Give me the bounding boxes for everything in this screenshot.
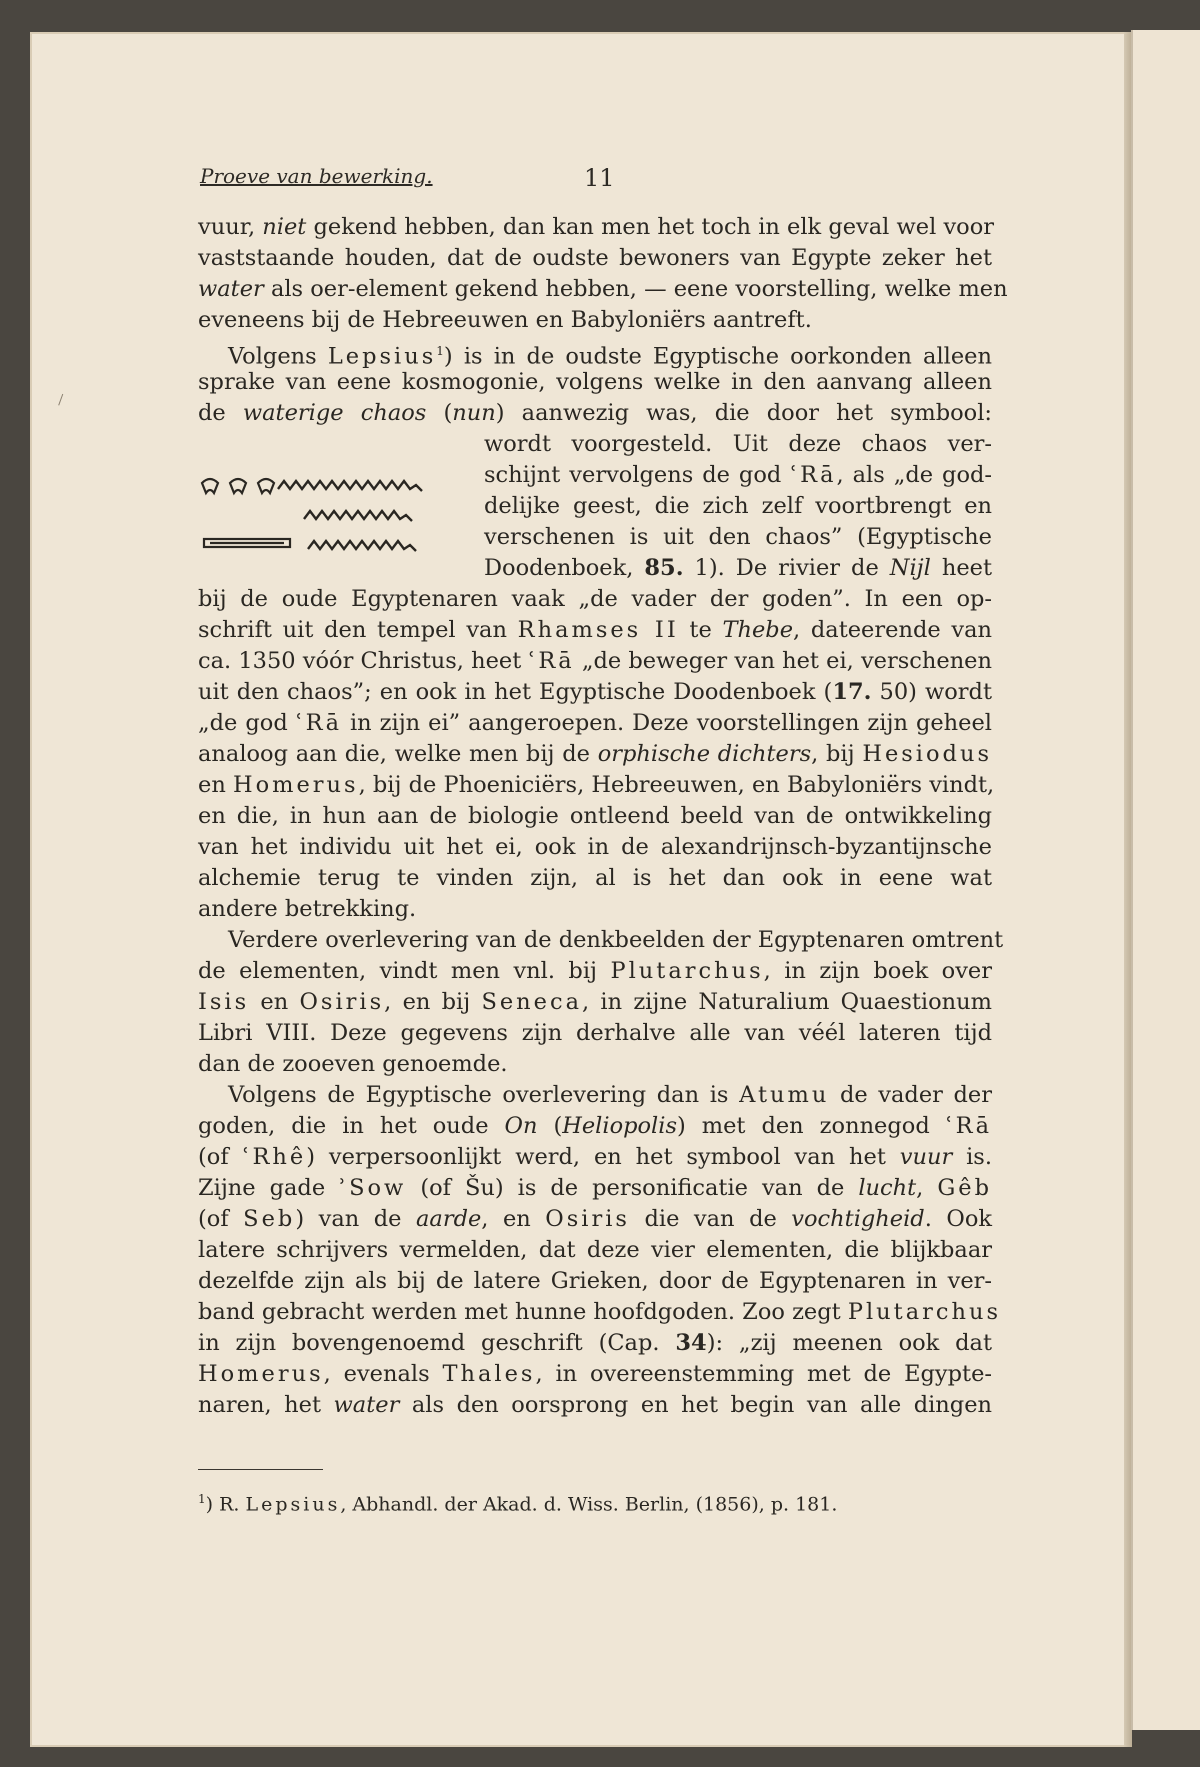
running-head	[200, 164, 1000, 194]
italic-term: Heliopolis	[562, 1113, 677, 1139]
water-pots-icon	[202, 479, 274, 493]
text-line	[198, 677, 992, 708]
text-line	[198, 987, 992, 1018]
text-line	[198, 1142, 992, 1173]
text-run: analoog aan die, welke men bij de	[198, 741, 598, 767]
text-line	[198, 1235, 992, 1266]
text-run: band gebracht werden met hunne hoofdgoden. Zoo zegt	[198, 1299, 848, 1325]
text-run: , evenals	[323, 1361, 443, 1387]
text-run: 50) wordt	[871, 679, 993, 705]
text-run: (of	[198, 1144, 243, 1170]
text-run: schrift uit den tempel van	[198, 617, 518, 643]
text-run: en die, in hun aan de biologie ontleend beeld van de ontwikkeling	[198, 803, 992, 829]
italic-term: vochtigheid	[791, 1206, 925, 1232]
text-run: de elementen, vindt men vnl. bij	[198, 958, 611, 984]
text-line	[198, 863, 992, 894]
text-run: eveneens bij de Hebreeuwen en Babyloniërs aantreft.	[198, 307, 812, 333]
text-run: , in zijne Naturalium Quaestionum	[582, 989, 992, 1015]
text-run: latere schrijvers vermelden, dat deze vier elementen, die blijkbaar	[198, 1237, 992, 1263]
text-line	[198, 925, 1004, 956]
text-run: Zijne gade	[198, 1175, 340, 1201]
spaced-name: Osiris	[545, 1206, 630, 1232]
text-line	[198, 1390, 992, 1421]
spaced-name: Homerus	[232, 772, 359, 798]
text-run: goden, die in het oude	[198, 1113, 505, 1139]
spaced-name: ʿRā	[528, 648, 575, 674]
text-line	[198, 615, 992, 646]
text-line	[198, 1111, 992, 1142]
spaced-name: Gêb	[937, 1175, 993, 1201]
text-run: in zijn ei” aangeroepen. Deze voorstellingen zijn geheel	[341, 710, 992, 736]
text-line	[198, 894, 992, 925]
text-run: (	[426, 400, 453, 426]
text-run: (	[537, 1113, 563, 1139]
spaced-name: Plutarchus	[610, 958, 764, 984]
text-run: ,	[916, 1175, 938, 1201]
text-line	[198, 336, 992, 370]
text-line	[198, 1266, 992, 1297]
spaced-name: Plutarchus	[847, 1299, 1002, 1325]
text-run: schijnt vervolgens de god	[484, 462, 791, 488]
text-run: Volgens de Egyptische overlevering dan is	[228, 1082, 740, 1108]
text-run: Verdere overlevering van de denkbeelden der Egyptenaren omtrent	[228, 927, 1004, 953]
footnote-text-post: , Abhandl. der Akad. d. Wiss. Berlin, (1856), p. 181.	[340, 1493, 838, 1516]
text-run: uit den chaos”; en ook in het Egyptische Doodenboek (	[198, 679, 833, 705]
text-line	[198, 739, 992, 770]
text-line	[484, 460, 992, 491]
text-line	[198, 832, 992, 863]
text-line	[484, 491, 992, 522]
text-run: vuur,	[198, 214, 263, 240]
text-run: delijke geest, die zich zelf voortbrengt en	[484, 493, 992, 519]
spaced-name: Seneca	[481, 989, 582, 1015]
spaced-name: Atumu	[739, 1082, 830, 1108]
text-run: , en bij	[384, 989, 482, 1015]
text-run: naren, het	[198, 1392, 334, 1418]
text-line	[198, 274, 1008, 305]
spaced-name: ʿRhê	[242, 1144, 307, 1170]
text-run: is.	[952, 1144, 993, 1170]
text-line	[198, 1049, 992, 1080]
text-line	[198, 1173, 992, 1204]
italic-term: waterige chaos	[242, 400, 427, 426]
text-run: ) verpersoonlijkt werd, en het symbool van het	[306, 1144, 900, 1170]
text-run: , dateerende van	[793, 617, 992, 643]
text-line	[198, 1359, 992, 1390]
italic-term: niet	[262, 214, 307, 240]
running-title: Proeve van bewerking.	[200, 164, 433, 188]
text-run: , bij de Phoeniciërs, Hebreeuwen, en Babyloniërs vindt,	[358, 772, 995, 798]
reference-number: 17.	[832, 679, 872, 705]
text-run: verschenen is uit den chaos” (Egyptische	[484, 524, 992, 550]
text-run: ) met den zonnegod	[677, 1113, 946, 1139]
spaced-name: Rhamses II	[517, 617, 679, 643]
text-run: „de beweger van het ei, verschenen	[574, 648, 992, 674]
text-run: ) aanwezig was, die door het symbool:	[495, 400, 993, 426]
text-run: de	[198, 400, 243, 426]
spaced-name: Lepsius	[327, 343, 437, 370]
text-run: (of Šu) is de personificatie van de	[406, 1175, 859, 1201]
spaced-name: Seb	[243, 1206, 296, 1232]
text-run: , in zijn boek over	[763, 958, 992, 984]
text-run: , bij	[811, 741, 863, 767]
text-line	[198, 243, 992, 274]
text-run: ) is in de oudste Egyptische oorkonden alleen	[443, 343, 992, 370]
text-line	[198, 1204, 992, 1235]
water-ripple-icon	[278, 481, 422, 551]
text-line	[198, 398, 992, 429]
footnote-ref: 1	[436, 344, 444, 358]
text-line	[198, 801, 992, 832]
text-run: (of	[198, 1206, 244, 1232]
text-run: wordt voorgesteld. Uit deze chaos ver-	[484, 431, 992, 457]
footnote-text-pre: ) R.	[205, 1493, 246, 1516]
text-run: gekend hebben, dan kan men het toch in elk geval wel voor	[306, 214, 995, 240]
italic-term: aarde	[415, 1206, 482, 1232]
text-run: Doodenboek,	[484, 555, 645, 581]
text-run: , en	[481, 1206, 546, 1232]
spaced-name: Homerus	[198, 1361, 324, 1387]
text-run: ) van de	[295, 1206, 416, 1232]
text-run: dezelfde zijn als bij de latere Grieken, door de Egyptenaren in ver-	[198, 1268, 992, 1294]
italic-term: water	[333, 1392, 400, 1418]
text-run: ): „zij meenen ook dat	[706, 1330, 993, 1356]
footnote	[198, 1492, 992, 1515]
reference-number: 85.	[644, 555, 684, 581]
text-run: heet	[930, 555, 992, 581]
text-line	[198, 770, 995, 801]
text-line	[198, 212, 995, 243]
italic-term: lucht	[858, 1175, 917, 1201]
text-line	[198, 1297, 1002, 1328]
spaced-name: ʿRā	[790, 462, 837, 488]
text-line	[484, 429, 992, 460]
text-line	[198, 1080, 992, 1111]
nun-hieroglyph-figure	[200, 475, 440, 575]
text-run: sprake van eene kosmogonie, volgens welke in den aanvang alleen	[198, 369, 992, 395]
text-run: , in overeenstemming met de Egypte-	[535, 1361, 993, 1387]
text-run: vaststaande houden, dat de oudste bewoners van Egypte zeker het	[198, 245, 992, 271]
text-run: en	[249, 989, 300, 1015]
spaced-name: Thales	[442, 1361, 536, 1387]
italic-term: vuur	[899, 1144, 953, 1170]
reference-number: 34	[675, 1330, 707, 1356]
spaced-name: ʿRā	[945, 1113, 992, 1139]
text-line	[198, 1328, 992, 1359]
spaced-name: Hesiodus	[862, 741, 992, 767]
text-run: ca. 1350 vóór Christus, heet	[198, 648, 529, 674]
text-run: „de god	[198, 710, 296, 736]
footnote-rule	[198, 1469, 323, 1470]
footnote-author: Lepsius	[245, 1493, 341, 1516]
text-run: , als „de god-	[836, 462, 992, 488]
text-run: . Ook	[924, 1206, 992, 1232]
text-run: die van de	[629, 1206, 792, 1232]
text-line	[198, 708, 992, 739]
text-run: bij de oude Egyptenaren vaak „de vader der goden”. In een op-	[198, 586, 992, 612]
italic-term: water	[198, 276, 264, 302]
spaced-name: ʿRā	[295, 710, 342, 736]
text-line	[484, 553, 992, 584]
page-number: 11	[584, 164, 615, 192]
facing-page-edge	[1131, 30, 1200, 1730]
spaced-name: ʾSow	[339, 1175, 407, 1201]
text-line	[198, 956, 992, 987]
text-run: als oer-element gekend hebben, — eene voorstelling, welke men	[263, 276, 1008, 302]
text-run: andere betrekking.	[198, 896, 417, 922]
italic-term: Nijl	[889, 555, 931, 581]
text-run: en	[198, 772, 233, 798]
text-line	[198, 1018, 992, 1049]
text-run: te	[678, 617, 723, 643]
text-line	[198, 305, 992, 336]
text-line	[198, 584, 992, 615]
body-text	[198, 212, 1008, 1421]
spaced-name: Isis	[198, 989, 250, 1015]
text-line	[198, 367, 992, 398]
text-line	[484, 522, 992, 553]
italic-term: On	[504, 1113, 538, 1139]
text-run: de vader der	[829, 1082, 992, 1108]
footnote-mark: 1	[198, 1492, 206, 1506]
text-run: van het individu uit het ei, ook in de alexandrijnsch-byzantijnsche	[198, 834, 992, 860]
italic-term: nun	[452, 400, 496, 426]
text-run: dan de zooeven genoemde.	[198, 1051, 508, 1077]
text-line	[198, 646, 992, 677]
canal-basin-icon	[204, 539, 290, 547]
text-run: als den oorsprong en het begin van alle dingen	[399, 1392, 992, 1418]
spaced-name: Osiris	[299, 989, 385, 1015]
italic-term: orphische dichters	[597, 741, 812, 767]
text-run: alchemie terug te vinden zijn, al is het dan ook in eene wat	[198, 865, 992, 891]
italic-term: Thebe	[722, 617, 794, 643]
text-run: Volgens	[228, 343, 328, 370]
text-run: 1). De rivier de	[683, 555, 890, 581]
text-run: in zijn bovengenoemd geschrift (Cap.	[198, 1330, 676, 1356]
text-run: Libri VIII. Deze gegevens zijn derhalve alle van véél lateren tijd	[198, 1020, 992, 1046]
